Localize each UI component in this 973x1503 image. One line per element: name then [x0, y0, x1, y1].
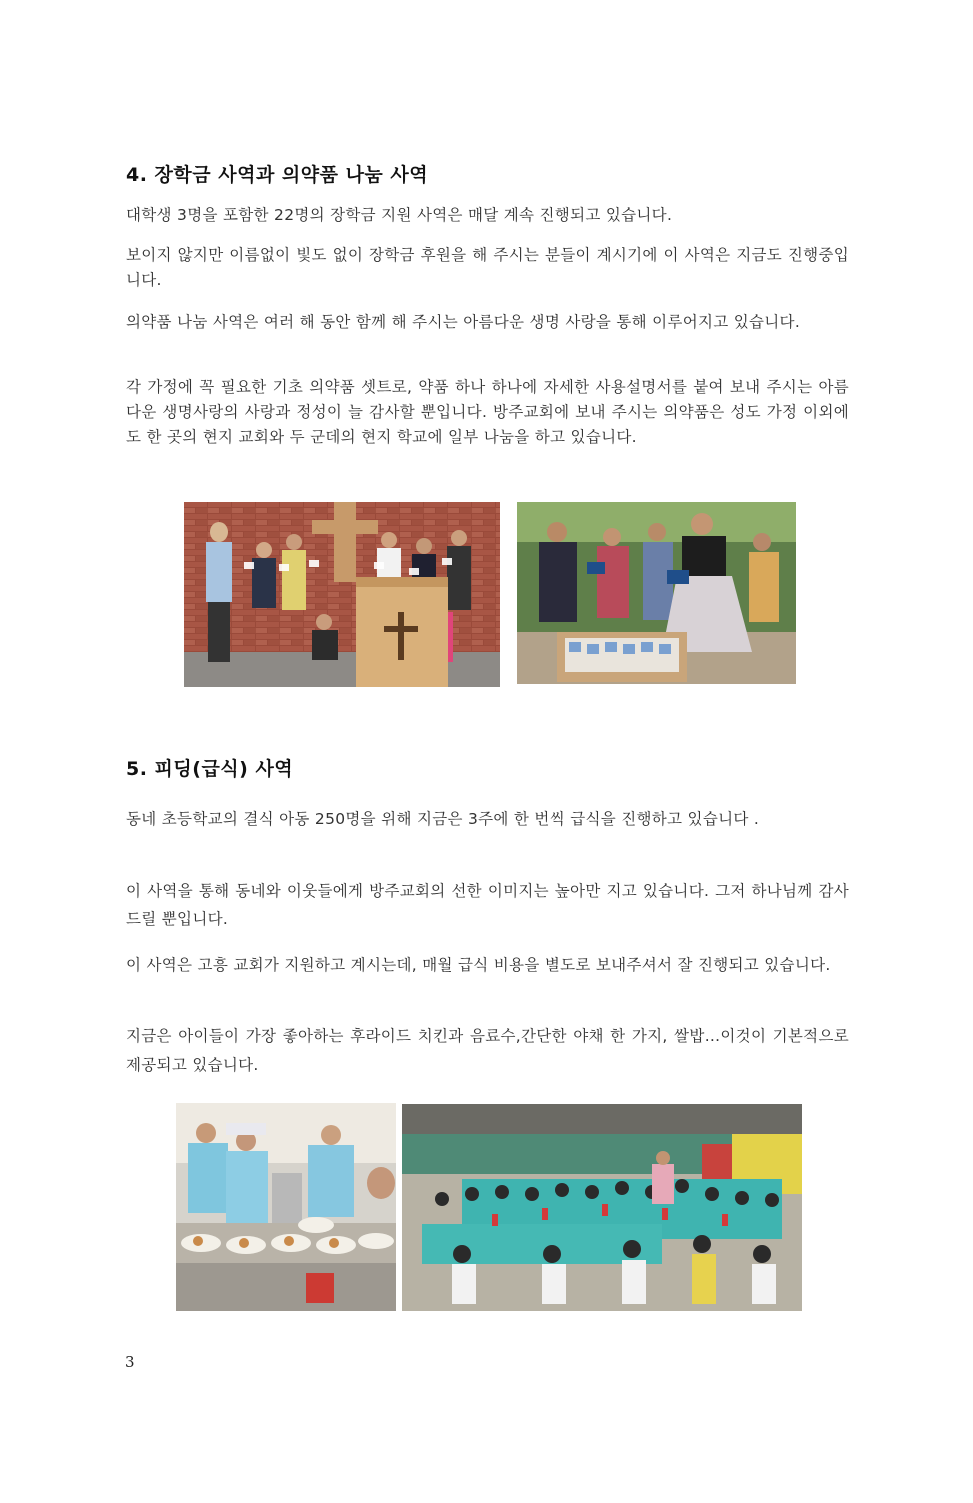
photo-feeding-children	[402, 1104, 802, 1311]
paragraph	[126, 375, 849, 450]
paragraph	[126, 310, 849, 335]
section-scholarship-medicine	[126, 160, 849, 187]
paragraph	[126, 805, 849, 833]
photo-medicine-sharing	[517, 502, 796, 684]
paragraph	[126, 203, 849, 228]
paragraph-text: 의약품 나눔 사역은 여러 해 동안 함께 해 주시는 아름다운 생명 사랑을 통해 이루어지고 있습니다.	[126, 313, 801, 331]
photo-scholarship-group	[184, 502, 500, 687]
photo-feeding-cooking	[176, 1103, 396, 1311]
photo-feeding-children-image	[402, 1104, 802, 1311]
paragraph-text: 지금은 아이들이 가장 좋아하는 후라이드 치킨과 음료수,간단한 야채 한 가지, 쌀밥…이것이 기본적으로 제공되고 있습니다.	[126, 1027, 849, 1074]
paragraph-text: 각 가정에 꼭 필요한 기초 의약품 셋트로, 약품 하나 하나에 자세한 사용설명서를 붙여 보내 주시는 아름다운 생명사랑의 사랑과 정성이 늘 감사할 뿐입니다. 방주교회에 보내 주시는 의약품은 성도 가정 이외에도 한 곳의 현지 교회와 두 군데의 현지 학교에 일부 나눔을 하고 있습니다.	[126, 378, 849, 446]
paragraph-text: 동네 초등학교의 결식 아동 250명을 위해 지금은 3주에 한 번씩 급식을 진행하고 있습니다 .	[126, 810, 760, 828]
page-number: 3	[125, 1353, 135, 1371]
section-feeding	[126, 754, 849, 781]
paragraph	[126, 243, 849, 293]
photo-medicine-sharing-image	[517, 502, 796, 684]
paragraph-text: 보이지 않지만 이름없이 빛도 없이 장학금 후원을 해 주시는 분들이 계시기에 이 사역은 지금도 진행중입니다.	[126, 246, 849, 289]
paragraph-text: 이 사역은 고흥 교회가 지원하고 계시는데, 매월 급식 비용을 별도로 보내주셔서 잘 진행되고 있습니다.	[126, 956, 831, 974]
section-heading: 4. 장학금 사역과 의약품 나눔 사역	[126, 164, 429, 186]
photo-feeding-cooking-image	[176, 1103, 396, 1311]
section-heading: 5. 피딩(급식) 사역	[126, 758, 294, 780]
paragraph-text: 대학생 3명을 포함한 22명의 장학금 지원 사역은 매달 계속 진행되고 있습니다.	[126, 206, 673, 224]
paragraph-text: 이 사역을 통해 동네와 이웃들에게 방주교회의 선한 이미지는 높아만 지고 있습니다. 그저 하나님께 감사드릴 뿐입니다.	[126, 882, 849, 928]
paragraph	[126, 877, 849, 933]
paragraph	[126, 950, 849, 980]
photo-scholarship-group-image	[184, 502, 500, 687]
paragraph	[126, 1022, 849, 1080]
